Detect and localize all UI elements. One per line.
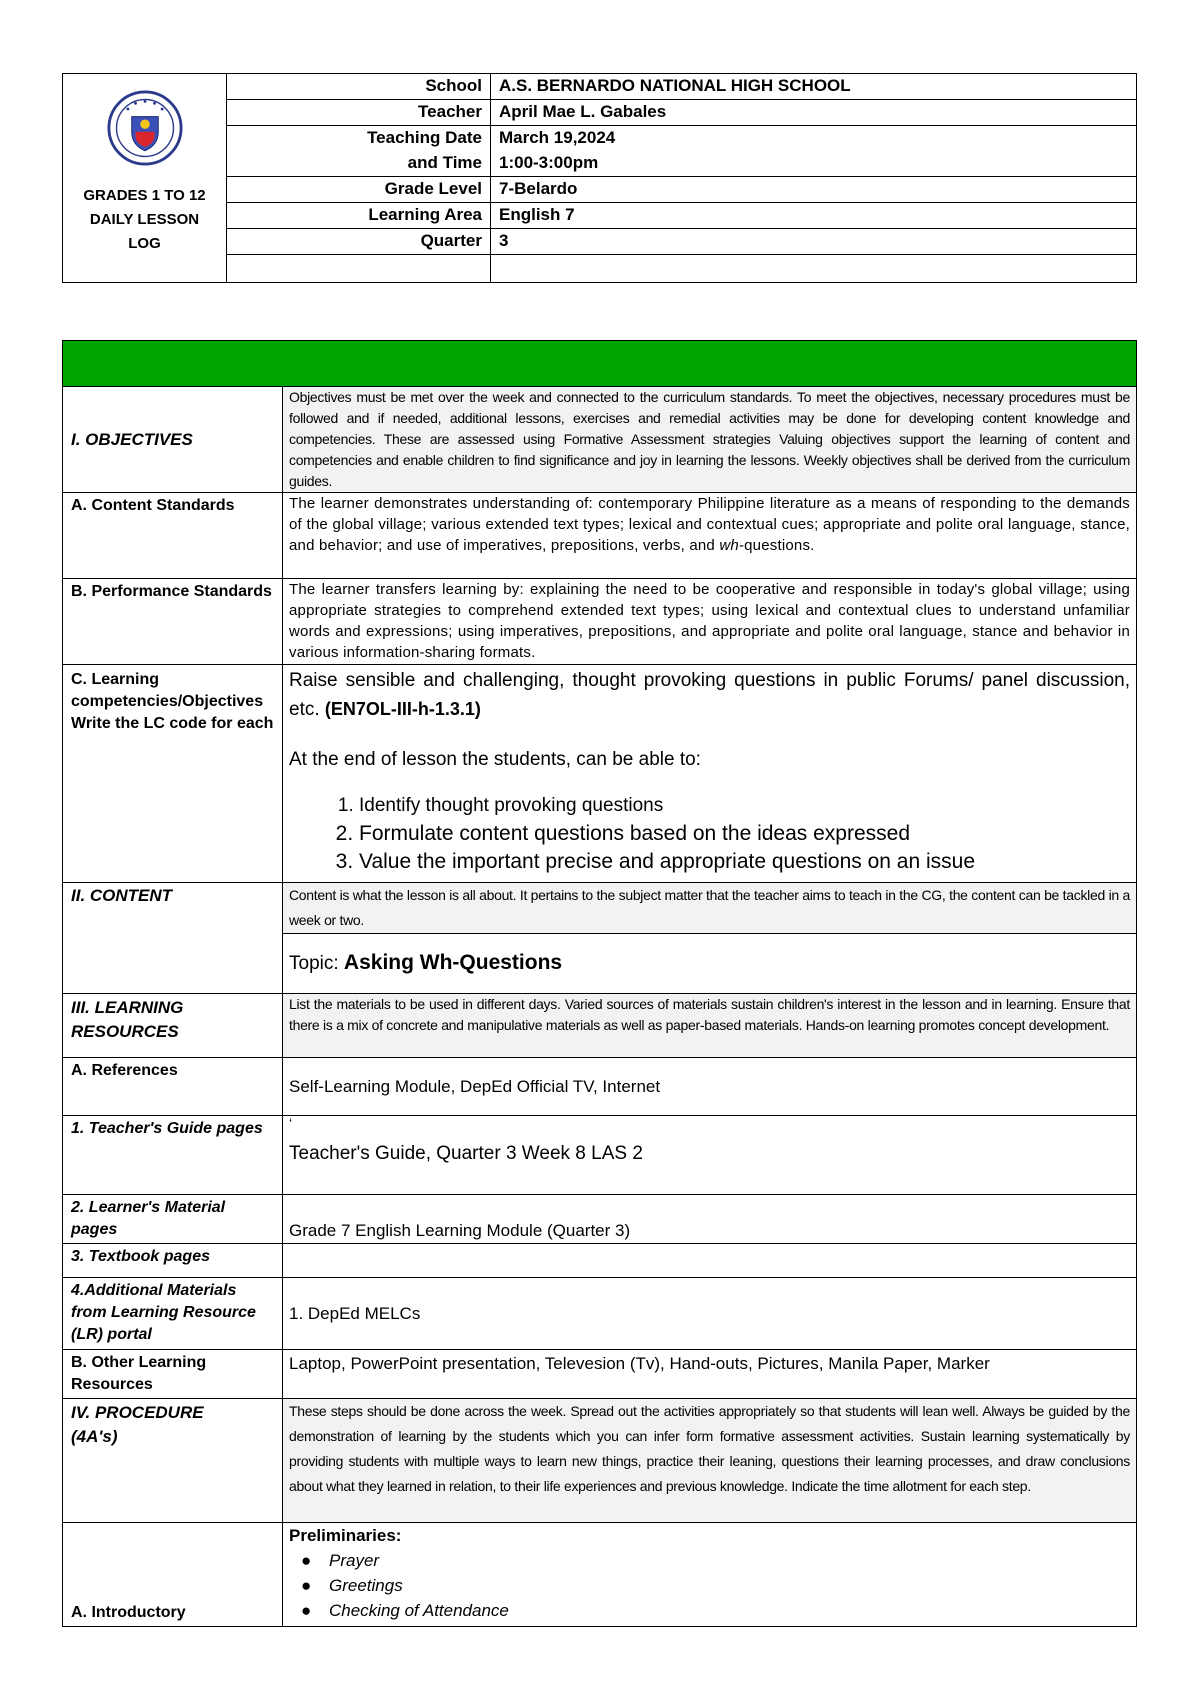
textbook-value xyxy=(283,1244,1137,1278)
header-empty-cell xyxy=(491,255,1137,283)
competency-item: 2. Formulate content questions based on the ideas expressed xyxy=(359,820,1130,848)
grade-level-label: Grade Level xyxy=(227,177,491,203)
introductory-cell xyxy=(283,1523,1137,1627)
performance-standards-text: The learner transfers learning by: explaining the need to be cooperative and responsible in today's global village; using appropriate strategies to comprehend extended text types; using lexical and contextual clues to understand unfamiliar words and expressions; using imperatives, prepositions, and appropriate and polite oral language, stance and behavior in various information-sharing formats. xyxy=(283,579,1137,665)
procedure-text: These steps should be done across the week. Spread out the activities appropriately so that students will lean well. Always be guided by the demonstration of learning by the students which you can infer form formative assessment activities. Sustain learning systematically by providing students with multiple ways to learn new things, practice their leaning, questions their learning processes, and draw conclusions about what they learned in relation, to their life experiences and previous knowledge. Indicate the time allotment for each step. xyxy=(283,1399,1137,1523)
teachers-guide-value: Teacher's Guide, Quarter 3 Week 8 LAS 2 xyxy=(289,1143,643,1164)
objectives-text: Objectives must be met over the week and connected to the curriculum standards. To meet the objectives, necessary procedures must be followed and if needed, additional lessons, exercises and remedial activities may be done for developing content knowledge and competencies. These are assessed using Formative Assessment strategies Valuing objectives support the learning of content and competencies and enable children to find significance and joy in learning the lessons. Weekly objectives shall be derived from the curriculum guides. xyxy=(283,387,1137,493)
content-label: II. CONTENT xyxy=(63,883,283,994)
content-standards-label: A. Content Standards xyxy=(63,493,283,579)
resources-text: List the materials to be used in different days. Varied sources of materials sustain children's interest in the lesson and in learning. Ensure that there is a mix of concrete and manipulative materials as well as paper-based materials. Hands-on learning promotes concept development. xyxy=(283,994,1137,1058)
competency-item: 3. Value the important precise and appropriate questions on an issue xyxy=(359,848,1130,876)
header-table xyxy=(62,73,1137,283)
procedure-label: IV. PROCEDURE (4A's) xyxy=(63,1399,283,1523)
teachers-guide-cell: ‘ Teacher's Guide, Quarter 3 Week 8 LAS 2 xyxy=(283,1116,1137,1195)
deped-seal-icon xyxy=(107,90,183,166)
topic-cell: Topic: Asking Wh-Questions xyxy=(283,934,1137,994)
learning-area-label: Learning Area xyxy=(227,203,491,229)
teacher-label: Teacher xyxy=(227,100,491,126)
teacher-value: April Mae L. Gabales xyxy=(491,100,1137,126)
preliminary-item: ● Greetings xyxy=(301,1573,1130,1598)
teaching-date-value: March 19,2024 xyxy=(491,126,1137,152)
performance-standards-label: B. Performance Standards xyxy=(63,579,283,665)
content-text: Content is what the lesson is all about. It pertains to the subject matter that the teacher aims to teach in the CG, the content can be tackled in a week or two. xyxy=(283,883,1137,934)
additional-materials-value: 1. DepEd MELCs xyxy=(283,1278,1137,1350)
other-resources-label: B. Other Learning Resources xyxy=(63,1350,283,1399)
competency-item: 1. Identify thought provoking questions xyxy=(359,792,1130,820)
resources-label: III. LEARNING RESOURCES xyxy=(63,994,283,1058)
preliminaries-list xyxy=(289,1548,1130,1623)
learners-material-label: 2. Learner's Material pages xyxy=(63,1195,283,1244)
school-value: A.S. BERNARDO NATIONAL HIGH SCHOOL xyxy=(491,74,1137,100)
header-logo-cell xyxy=(63,74,227,283)
header-title-line-2: DAILY LESSON xyxy=(89,211,200,228)
textbook-label: 3. Textbook pages xyxy=(63,1244,283,1278)
additional-materials-label: 4.Additional Materials from Learning Resource (LR) portal xyxy=(63,1278,283,1350)
header-title-line-3: LOG xyxy=(128,235,161,252)
learners-material-value: Grade 7 English Learning Module (Quarter 3) xyxy=(283,1195,1137,1244)
preliminary-item: ● Checking of Attendance xyxy=(301,1598,1130,1623)
header-empty-cell xyxy=(227,255,491,283)
green-header-bar xyxy=(63,341,1137,387)
references-value: Self-Learning Module, DepEd Official TV, Internet xyxy=(283,1058,1137,1116)
time-value: 1:00-3:00pm xyxy=(491,151,1137,177)
content-standards-text: The learner demonstrates understanding of: contemporary Philippine literature as a means of responding to the demands of the global village; various extended text types; lexical and contextual cues; appropriate and polite oral language, stance, and behavior; and use of imperatives, prepositions, verbs, and wh-questions. xyxy=(283,493,1137,579)
competencies-label: C. Learning competencies/Objectives Write the LC code for each xyxy=(63,665,283,883)
quarter-label: Quarter xyxy=(227,229,491,255)
preliminaries-heading: Preliminaries: xyxy=(289,1526,402,1545)
header-title-line-1: GRADES 1 TO 12 xyxy=(83,187,206,204)
school-label: School xyxy=(227,74,491,100)
teachers-guide-label: 1. Teacher's Guide pages xyxy=(63,1116,283,1195)
time-label: and Time xyxy=(227,151,491,177)
quarter-value: 3 xyxy=(491,229,1137,255)
grade-level-value: 7-Belardo xyxy=(491,177,1137,203)
competency-text: Raise sensible and challenging, thought provoking questions in public Forums/ panel discussion, etc. (EN7OL-III-h-1.3.1) xyxy=(289,670,1130,720)
objectives-label: I. OBJECTIVES xyxy=(63,387,283,493)
learning-area-value: English 7 xyxy=(491,203,1137,229)
competencies-cell xyxy=(283,665,1137,883)
competency-list xyxy=(289,792,1130,876)
other-resources-value: Laptop, PowerPoint presentation, Televesion (Tv), Hand-outs, Pictures, Manila Paper, Marker xyxy=(283,1350,1137,1399)
references-label: A. References xyxy=(63,1058,283,1116)
teaching-date-label: Teaching Date xyxy=(227,126,491,152)
lesson-table xyxy=(62,340,1137,1627)
topic-value: Asking Wh-Questions xyxy=(343,950,563,974)
competency-intro: At the end of lesson the students, can be able to: xyxy=(289,749,701,770)
introductory-label: A. Introductory xyxy=(63,1523,283,1627)
preliminary-item: ● Prayer xyxy=(301,1548,1130,1573)
